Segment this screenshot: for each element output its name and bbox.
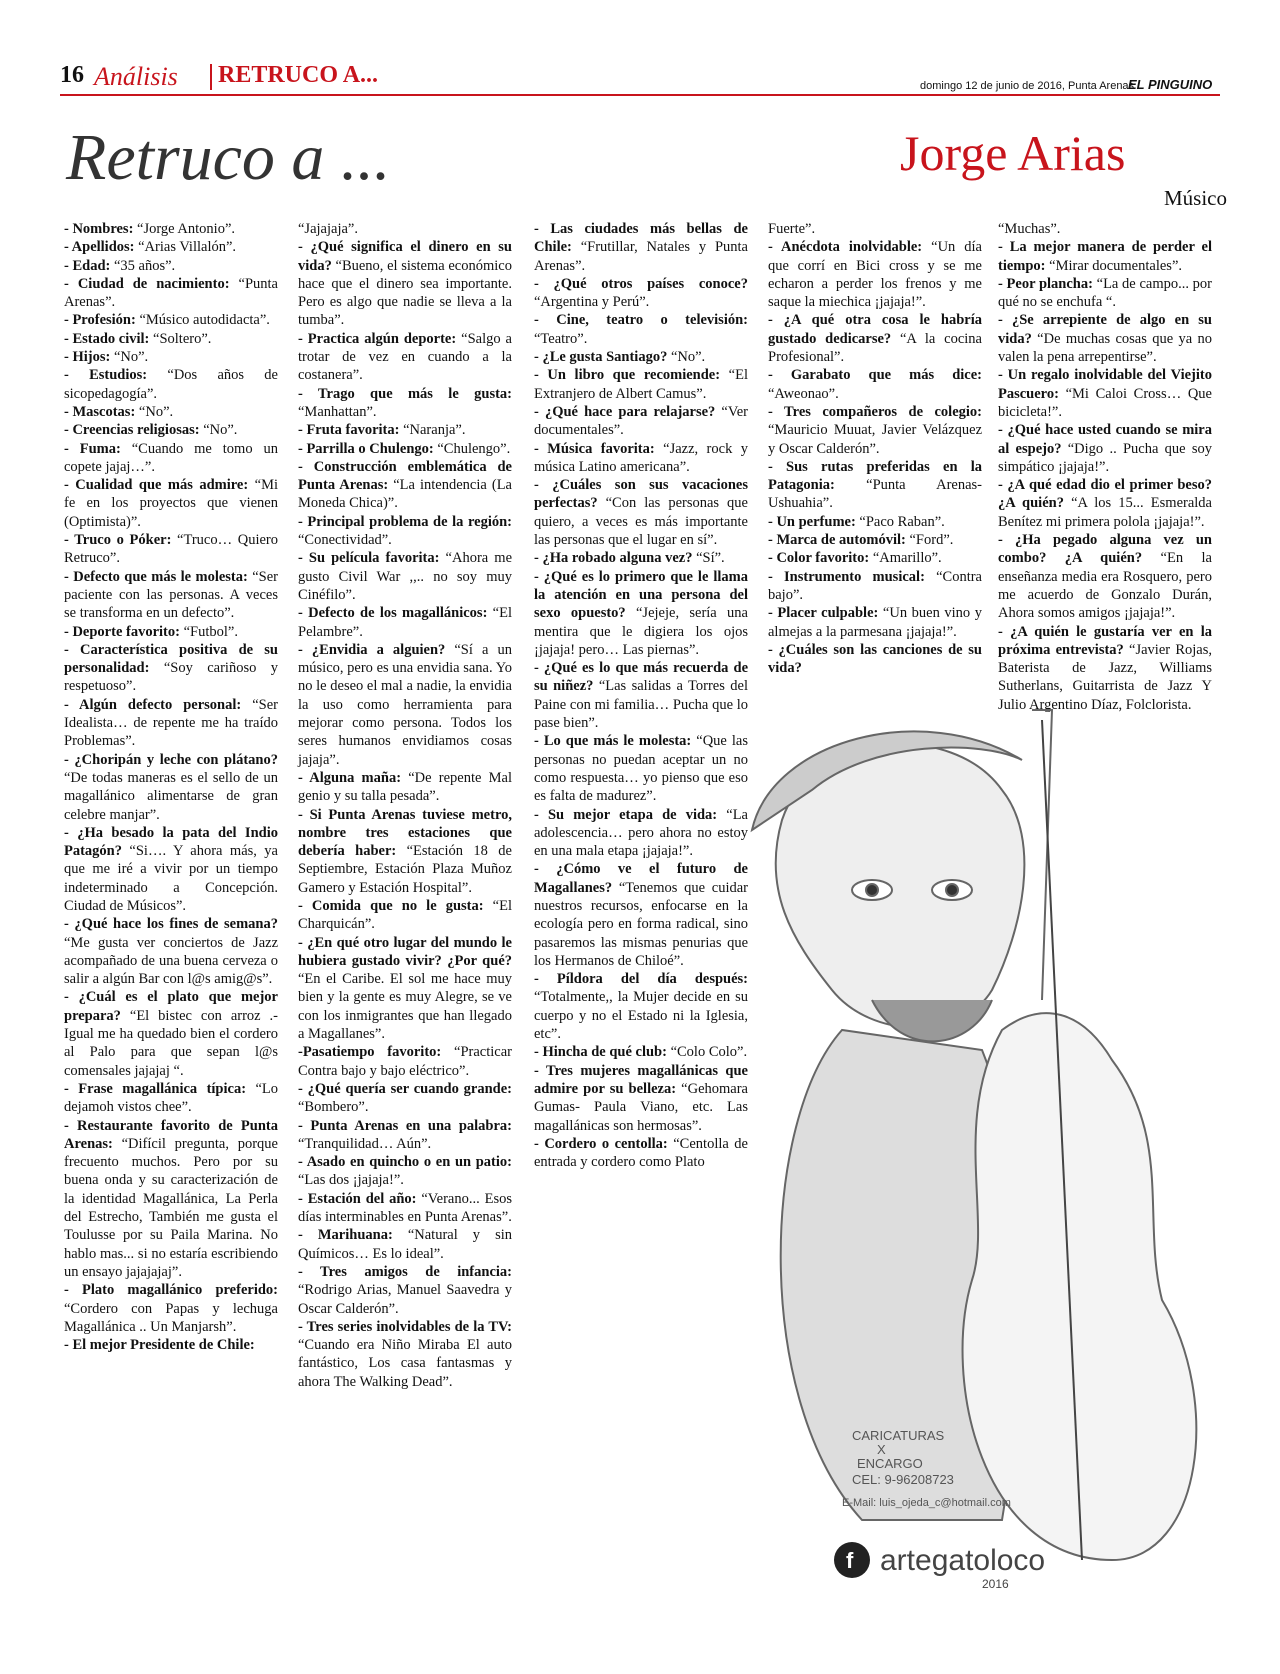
qa-item <box>298 220 512 238</box>
qa-answer: “El Charquicán”. <box>298 897 512 933</box>
qa-question: - ¿A qué edad dio el primer beso? ¿A quién? <box>998 477 1212 512</box>
qa-question: - Hincha de qué club: <box>534 1044 667 1061</box>
qa-item <box>298 1080 512 1117</box>
qa-answer: “Frutillar, Natales y Punta Arenas”. <box>534 239 748 274</box>
qa-item <box>768 549 982 567</box>
qa-item <box>64 531 278 568</box>
qa-answer: “Teatro”. <box>534 330 588 347</box>
qa-item <box>64 421 278 439</box>
qa-item <box>298 385 512 422</box>
qa-answer: “Ford”. <box>905 532 954 549</box>
qa-item <box>534 806 748 861</box>
qa-answer: “El bistec con arroz .- Igual me ha quedado bien el cordero al Palo para que sepan l@s comensales jajajaj “. <box>64 1007 278 1079</box>
art-note-1: CARICATURAS <box>852 1428 945 1443</box>
qa-item <box>298 641 512 769</box>
qa-question: - ¿A qué otra cosa le habría gustado dedicarse? <box>768 312 982 347</box>
qa-item <box>64 257 278 275</box>
qa-answer: “Con las personas que quiero, a veces es más importante las personas que el lugar en sí”. <box>534 495 748 549</box>
qa-item <box>534 732 748 805</box>
header-rule <box>60 94 1220 96</box>
qa-question: - ¿Qué hace para relajarse? <box>534 403 716 420</box>
section-name: Análisis <box>94 62 178 91</box>
qa-question: - Color favorito: <box>768 550 870 567</box>
qa-question: - ¿Cuáles son las canciones de su vida? <box>768 641 982 677</box>
section-divider <box>210 64 212 90</box>
page-header <box>60 62 1220 98</box>
qa-answer: “Argentina y Perú”. <box>534 294 650 311</box>
qa-question: - ¿Qué hace usted cuando se mira al espejo? <box>998 422 1212 457</box>
qa-question: - Tres mujeres magallánicas que admire por su belleza: <box>534 1062 748 1097</box>
qa-item <box>534 476 748 549</box>
qa-item <box>534 659 748 732</box>
qa-item <box>64 988 278 1079</box>
qa-answer: “No”. <box>110 349 149 366</box>
qa-answer: “Futbol”. <box>179 623 238 640</box>
qa-answer: “Ver documentales”. <box>534 403 748 439</box>
qa-question: - Defecto que más le molesta: <box>64 568 248 585</box>
qa-question: - Cordero o centolla: <box>534 1135 668 1152</box>
qa-answer: “Manhattan”. <box>298 403 377 420</box>
qa-answer: “No”. <box>199 422 238 439</box>
qa-item <box>534 220 748 275</box>
qa-answer: “A los 15... Esmeralda Benítez mi primera polola ¡jajaja!”. <box>998 495 1212 530</box>
qa-answer: “Amarillo”. <box>869 550 942 567</box>
qa-answer: “En la enseñanza media era Rosquero, pero me acuerdo de Gonzalo Durán, Ahora somos amigos ¡jajaja!”. <box>998 550 1212 622</box>
qa-question: - Algún defecto personal: <box>64 696 242 713</box>
qa-item <box>64 915 278 988</box>
qa-item <box>64 311 278 329</box>
interviewee-role: Músico <box>1164 186 1227 210</box>
qa-answer: “Tranquilidad… Aún”. <box>298 1135 432 1152</box>
qa-question: - Su mejor etapa de vida: <box>534 806 718 823</box>
qa-answer: “Ahora me gusto Civil War ,,.. no soy muy Cinéfilo”. <box>298 550 512 603</box>
qa-question: - Defecto de los magallánicos: <box>298 605 488 622</box>
qa-item <box>998 476 1212 531</box>
qa-item <box>534 860 748 970</box>
qa-item <box>298 421 512 439</box>
qa-question: - Un regalo inolvidable del Viejito Pascuero: <box>998 367 1212 402</box>
qa-item <box>298 238 512 329</box>
qa-question: - ¿Ha robado alguna vez? <box>534 550 693 567</box>
qa-item <box>534 366 748 403</box>
qa-question: - ¿Choripán y leche con plátano? <box>64 751 278 768</box>
qa-question: - ¿Le gusta Santiago? <box>534 349 668 366</box>
qa-answer: “De todas maneras es el sello de un magallánico alimentarse de gran celebre manjar”. <box>64 769 278 823</box>
qa-answer: “A la cocina Profesional”. <box>768 330 982 366</box>
art-note-4: CEL: 9-96208723 <box>852 1472 954 1487</box>
qa-answer: “Colo Colo”. <box>666 1044 748 1061</box>
qa-question: -Pasatiempo favorito: <box>298 1044 442 1061</box>
qa-item <box>64 824 278 915</box>
qa-question: - Creencias religiosas: <box>64 422 200 439</box>
qa-item <box>998 531 1212 622</box>
qa-question: - Parrilla o Chulengo: <box>298 440 434 457</box>
qa-answer: “La adolescencia… pero ahora no estoy en una mala etapa ¡jajaja!”. <box>534 806 748 860</box>
qa-question: - Comida que no le gusta: <box>298 897 484 914</box>
qa-item <box>298 897 512 934</box>
qa-question: - Deporte favorito: <box>64 623 180 640</box>
qa-item <box>768 458 982 513</box>
qa-answer: “Si…. Y ahora más, ya que me iré a vivir por un tiempo indeterminado a Concepción. Ciudad de Músicos”. <box>64 843 278 914</box>
qa-item <box>768 568 982 605</box>
qa-question: - Asado en quincho o en un patio: <box>298 1154 512 1171</box>
qa-question: - Mascotas: <box>64 403 136 420</box>
qa-item <box>298 513 512 550</box>
qa-item <box>298 1318 512 1391</box>
qa-answer: “El Extranjero de Albert Camus”. <box>534 367 748 402</box>
qa-answer: “Arias Villalón”. <box>134 239 237 256</box>
qa-question: - Las ciudades más bellas de Chile: <box>534 221 748 256</box>
qa-answer: “Sí a un músico, pero es una envidia sana. Yo no le deseo el mal a nadie, la envidia la uso como herramienta para mejorar como persona. Todos los seres humanos envidiamos cosas jajaja”. <box>298 641 512 768</box>
qa-item <box>64 476 278 531</box>
qa-answer: “Difícil pregunta, porque frecuento muchos. Pero por su buena onda y su caracterización de la identidad Magallánica, La Perla del Estrecho, También me gusta el Toulusse por su Paila Marina. No hablo mas... si no estaría escribiendo un ensayo jajajajaj”. <box>64 1135 278 1280</box>
qa-item <box>64 751 278 824</box>
qa-item <box>534 1135 748 1172</box>
qa-answer: “Punta Arenas”. <box>64 275 278 311</box>
qa-question: - Trago que más le gusta: <box>298 385 512 402</box>
qa-answer: “Jejeje, sería una mentira que le digiera los ojos ¡jajaja! pero… Las piernas”. <box>534 605 748 658</box>
qa-answer: “Las dos ¡jajaja!”. <box>298 1172 404 1189</box>
qa-item <box>64 623 278 641</box>
qa-question: - Peor plancha: <box>998 275 1093 292</box>
qa-item <box>998 275 1212 312</box>
qa-answer: “Jazz, rock y música Latino americana”. <box>534 440 748 475</box>
qa-question: - ¿Qué es lo que más recuerda de su niñez? <box>534 660 748 695</box>
qa-answer: “Bombero”. <box>298 1099 369 1116</box>
qa-item <box>64 348 278 366</box>
qa-answer: “Conectividad”. <box>298 532 392 549</box>
qa-question: - Estación del año: <box>298 1190 417 1207</box>
column-2 <box>298 220 512 1391</box>
qa-question: - Un perfume: <box>768 513 856 530</box>
qa-answer: “Jajajaja”. <box>298 221 358 237</box>
qa-item <box>768 604 982 641</box>
qa-item <box>998 366 1212 421</box>
column-5 <box>998 220 1212 714</box>
qa-answer: “De repente Mal genio y su talla pesada”. <box>298 769 512 805</box>
qa-question: - ¿Ha pegado alguna vez un combo? ¿A quién? <box>998 532 1212 567</box>
qa-answer: “Paco Raban”. <box>855 513 945 530</box>
caricature-illustration <box>722 700 1222 1640</box>
qa-question: - Punta Arenas en una palabra: <box>298 1117 512 1134</box>
qa-answer: “Cordero con Papas y lechuga Magallánica .. Un Manjarsh”. <box>64 1300 278 1335</box>
qa-question: - Estado civil: <box>64 330 150 347</box>
qa-item <box>768 366 982 403</box>
qa-question: - Garabato que más dice: <box>768 367 982 384</box>
qa-question: - Cualidad que más admire: <box>64 477 249 494</box>
qa-question: - ¿Envidia a alguien? <box>298 641 446 658</box>
qa-question: - Ciudad de nacimiento: <box>64 275 230 292</box>
qa-answer: “El Pelambre”. <box>298 605 512 640</box>
qa-answer: “Estación 18 de Septiembre, Estación Plaza Muñoz Gamero y Estación Hospital”. <box>298 843 512 896</box>
qa-item <box>768 220 982 238</box>
qa-question: - El mejor Presidente de Chile: <box>64 1337 255 1354</box>
qa-item <box>64 330 278 348</box>
qa-item <box>64 275 278 312</box>
qa-item <box>534 568 748 659</box>
qa-item <box>298 769 512 806</box>
qa-item <box>64 1080 278 1117</box>
qa-question: - Construcción emblemática de Punta Arenas: <box>298 458 512 494</box>
qa-question: - Profesión: <box>64 312 136 329</box>
qa-question: - Restaurante favorito de Punta Arenas: <box>64 1117 278 1152</box>
qa-item <box>768 238 982 311</box>
qa-answer: “No”. <box>135 403 174 420</box>
qa-answer: “Mi fe en los proyectos que vienen (Optimista)”. <box>64 477 278 530</box>
qa-answer: “Totalmente,, la Mujer decide en su cuerpo y no el Estado ni la Iglesia, etc”. <box>534 989 748 1043</box>
qa-answer: “Lo dejamoh vistos chee”. <box>64 1080 278 1116</box>
qa-item <box>64 220 278 238</box>
qa-question: - Tres amigos de infancia: <box>298 1263 512 1280</box>
column-1 <box>64 220 278 1354</box>
qa-item <box>298 1226 512 1263</box>
qa-answer: “Centolla de entrada y cordero como Plato <box>534 1135 748 1171</box>
qa-question: - ¿Qué otros países conoce? <box>534 275 748 292</box>
qa-item <box>534 311 748 348</box>
artist-signature: artegatoloco <box>880 1544 1046 1577</box>
qa-question: - Anécdota inolvidable: <box>768 239 923 256</box>
qa-item <box>64 403 278 421</box>
qa-question: - Un libro que recomiende: <box>534 367 721 384</box>
qa-answer: “Tenemos que cuidar nuestros recursos, enfocarse en la ecología pero en forma radical, sino pasaremos las mismas penurias que los Hermanos de Chiloé”. <box>534 879 748 969</box>
qa-question: - Plato magallánico preferido: <box>64 1282 278 1299</box>
qa-answer: “Soltero”. <box>149 330 212 347</box>
qa-question: - ¿Cuál es el plato que mejor prepara? <box>64 989 278 1024</box>
qa-answer: “Cuando me tomo un copete jajaj…”. <box>64 440 278 475</box>
qa-question: - Característica positiva de su personalidad: <box>64 641 278 677</box>
qa-answer: “De muchas cosas que ya no valen la pena arrepentirse”. <box>998 330 1212 366</box>
qa-answer: “Mirar documentales”. <box>1045 257 1182 274</box>
qa-question: - Practica algún deporte: <box>298 330 457 347</box>
qa-answer: “Aweonao”. <box>768 385 839 402</box>
qa-answer: “Punta Arenas- Ushuahia”. <box>768 477 982 512</box>
qa-question: - Tres series inolvidables de la TV: <box>298 1318 512 1335</box>
qa-question: - Apellidos: <box>64 239 135 256</box>
qa-item <box>998 311 1212 366</box>
qa-item <box>298 1153 512 1190</box>
qa-answer: Fuerte”. <box>768 221 816 237</box>
qa-answer: “Javier Rojas, Baterista de Jazz, Williams Sutherlans, Guitarrista de Jazz Y Julio Argentino Díaz, Folclorista. <box>998 641 1212 713</box>
qa-question: - ¿Qué es lo primero que le llama la atención en una persona del sexo opuesto? <box>534 568 748 622</box>
qa-question: - Si Punta Arenas tuviese metro, nombre tres estaciones que debería haber: <box>298 806 512 860</box>
qa-answer: “Músico autodidacta”. <box>135 312 270 329</box>
qa-question: - Hijos: <box>64 349 111 366</box>
qa-answer: “Muchas”. <box>998 221 1061 237</box>
qa-answer: “En el Caribe. El sol me hace muy bien y la gente es muy Alegre, se ve con los inmigrantes que han llegado a Magallanes”. <box>298 971 512 1043</box>
qa-item <box>998 220 1212 238</box>
qa-answer: “Naranja”. <box>399 422 466 439</box>
qa-item <box>64 366 278 403</box>
qa-answer: “Ser Idealista… de repente me ha traído Problemas”. <box>64 696 279 750</box>
art-note-5: E-Mail: luis_ojeda_c@hotmail.com <box>842 1497 1011 1509</box>
qa-answer: “Gehomara Gumas- Paula Viano, etc. Las magallánicas son hermosas”. <box>534 1080 748 1134</box>
qa-item <box>298 806 512 897</box>
qa-item <box>534 1043 748 1061</box>
qa-item <box>298 1263 512 1318</box>
qa-answer: “Soy cariñoso y respetuoso”. <box>64 660 278 695</box>
qa-item <box>998 421 1212 476</box>
qa-item <box>298 549 512 604</box>
qa-answer: “No”. <box>667 349 706 366</box>
qa-question: - Frase magallánica típica: <box>64 1080 247 1097</box>
qa-answer: “Natural y sin Químicos… Es lo ideal”. <box>298 1227 512 1262</box>
qa-item <box>64 568 278 623</box>
qa-answer: “Jorge Antonio”. <box>133 221 236 237</box>
subsection-name: RETRUCO A... <box>218 62 379 88</box>
qa-answer: “Contra bajo”. <box>768 568 982 603</box>
qa-answer: “Mi Caloi Cross… Que bicicleta!”. <box>998 385 1212 420</box>
qa-answer: “Verano... Esos días interminables en Punta Arenas”. <box>298 1190 512 1226</box>
qa-question: - Tres compañeros de colegio: <box>768 403 982 420</box>
svg-text:f: f <box>846 1548 854 1573</box>
column-3 <box>534 220 748 1171</box>
qa-item <box>64 1336 278 1354</box>
qa-answer: “Truco… Quiero Retruco”. <box>64 532 278 567</box>
qa-item <box>534 549 748 567</box>
qa-question: - Placer culpable: <box>768 605 879 622</box>
qa-item <box>534 1062 748 1135</box>
qa-question: - Píldora del día después: <box>534 971 748 988</box>
qa-question: - ¿Qué quería ser cuando grande: <box>298 1080 512 1097</box>
qa-answer: “Me gusta ver conciertos de Jazz acompañado de una buena cerveza o salir a algún Bar con l@s amig@s”. <box>64 934 278 988</box>
qa-item <box>298 1117 512 1154</box>
qa-answer: “Cuando era Niño Miraba El auto fantástico, Los casa fantasmas y ahora The Walking Dead”. <box>298 1337 512 1390</box>
qa-question: - ¿En qué otro lugar del mundo le hubiera gustado vivir? ¿Por qué? <box>298 934 512 969</box>
qa-answer: “Las salidas a Torres del Paine con mi familia… Pucha que lo pase bien”. <box>534 678 748 732</box>
qa-item <box>534 403 748 440</box>
newspaper-logo: EL PINGUINO <box>1128 77 1213 92</box>
qa-question: - Fruta favorita: <box>298 422 400 439</box>
qa-question: - ¿Qué significa el dinero en su vida? <box>298 239 512 274</box>
qa-item <box>298 934 512 1044</box>
qa-question: - Principal problema de la región: <box>298 513 512 530</box>
qa-item <box>64 1281 278 1336</box>
qa-question: - Fuma: <box>64 440 121 457</box>
qa-item <box>298 1043 512 1080</box>
qa-answer: “Ser paciente con las personas. A veces se transforma en un defecto”. <box>64 568 279 622</box>
qa-question: - Nombres: <box>64 221 134 237</box>
feature-title: Retruco a ... <box>66 121 391 194</box>
art-note-3: ENCARGO <box>857 1456 923 1471</box>
qa-answer: “Dos años de sicopedagogía”. <box>64 367 278 402</box>
art-year: 2016 <box>982 1577 1009 1591</box>
qa-item <box>64 238 278 256</box>
qa-question: - Marca de automóvil: <box>768 532 906 549</box>
qa-answer: “La de campo... por qué no se enchufa “. <box>998 275 1212 311</box>
qa-question: - ¿A quién le gustaría ver en la próxima entrevista? <box>998 623 1212 658</box>
qa-question: - Lo que más le molesta: <box>534 733 692 750</box>
qa-answer: “Salgo a trotar de vez en cuando a la costanera”. <box>298 330 512 384</box>
qa-item <box>298 1190 512 1227</box>
qa-answer: “Digo .. Pucha que soy simpático ¡jajaja!”. <box>998 440 1213 475</box>
qa-item <box>768 403 982 458</box>
qa-answer: “Un día que corrí en Bici cross y se me echaron a perder los frenos y me saque la miechica ¡jajaja!”. <box>768 239 982 311</box>
column-4 <box>768 220 982 677</box>
qa-question: - Marihuana: <box>298 1227 393 1244</box>
art-note-2: X <box>877 1442 886 1457</box>
qa-question: - Sus rutas preferidas en la Patagonia: <box>768 458 982 494</box>
qa-answer: “Chulengo”. <box>433 440 511 457</box>
page-number: 16 <box>60 62 84 88</box>
qa-item <box>534 440 748 477</box>
qa-item <box>534 275 748 312</box>
qa-item <box>998 238 1212 275</box>
qa-question: - La mejor manera de perder el tiempo: <box>998 239 1212 274</box>
qa-question: - Edad: <box>64 257 111 274</box>
qa-question: - ¿Qué hace los fines de semana? <box>64 916 278 933</box>
interviewee-name: Jorge Arias <box>900 125 1126 181</box>
qa-answer: “35 años”. <box>110 257 176 274</box>
qa-answer: “Practicar Contra bajo y bajo eléctrico”. <box>298 1044 512 1079</box>
issue-date: domingo 12 de junio de 2016, Punta Arenas <box>920 80 1135 92</box>
qa-question: - Truco o Póker: <box>64 532 172 549</box>
qa-question: - Música favorita: <box>534 440 655 457</box>
qa-item <box>64 440 278 477</box>
qa-item <box>768 531 982 549</box>
qa-question: - ¿Cuáles son sus vacaciones perfectas? <box>534 477 748 512</box>
qa-question: - ¿Cómo ve el futuro de Magallanes? <box>534 861 748 896</box>
qa-item <box>64 1117 278 1282</box>
qa-question: - Estudios: <box>64 367 148 384</box>
qa-answer: “Que las personas no puedan aceptar un no como respuesta… yo pienso que eso es falta de madurez”. <box>534 733 749 805</box>
qa-question: - ¿Ha besado la pata del Indio Patagón? <box>64 824 278 860</box>
qa-question: - Instrumento musical: <box>768 568 925 585</box>
qa-item <box>298 604 512 641</box>
qa-answer: “Un buen vino y almejas a la parmesana ¡jajaja!”. <box>768 605 983 640</box>
qa-item <box>534 970 748 1043</box>
qa-item <box>298 458 512 513</box>
qa-item <box>768 311 982 366</box>
qa-item <box>534 348 748 366</box>
qa-item <box>768 513 982 531</box>
qa-answer: “Sí”. <box>692 550 725 567</box>
qa-item <box>298 440 512 458</box>
qa-question: - Cine, teatro o televisión: <box>534 312 748 329</box>
qa-item <box>298 330 512 385</box>
qa-answer: “Bueno, el sistema económico hace que el dinero sea importante. Pero es algo que nadie se lleva a la tumba”. <box>298 257 512 329</box>
qa-answer: “Rodrigo Arias, Manuel Saavedra y Oscar Calderón”. <box>298 1282 512 1317</box>
qa-question: - ¿Se arrepiente de algo en su vida? <box>998 312 1212 347</box>
qa-question: - Alguna maña: <box>298 769 402 786</box>
qa-answer: “La intendencia (La Moneda Chica)”. <box>298 477 512 512</box>
qa-item <box>768 641 982 678</box>
qa-item <box>64 641 278 696</box>
qa-answer: “Mauricio Muuat, Javier Velázquez y Oscar Calderón”. <box>768 422 982 457</box>
qa-item <box>64 696 278 751</box>
qa-question: - Su película favorita: <box>298 550 440 567</box>
